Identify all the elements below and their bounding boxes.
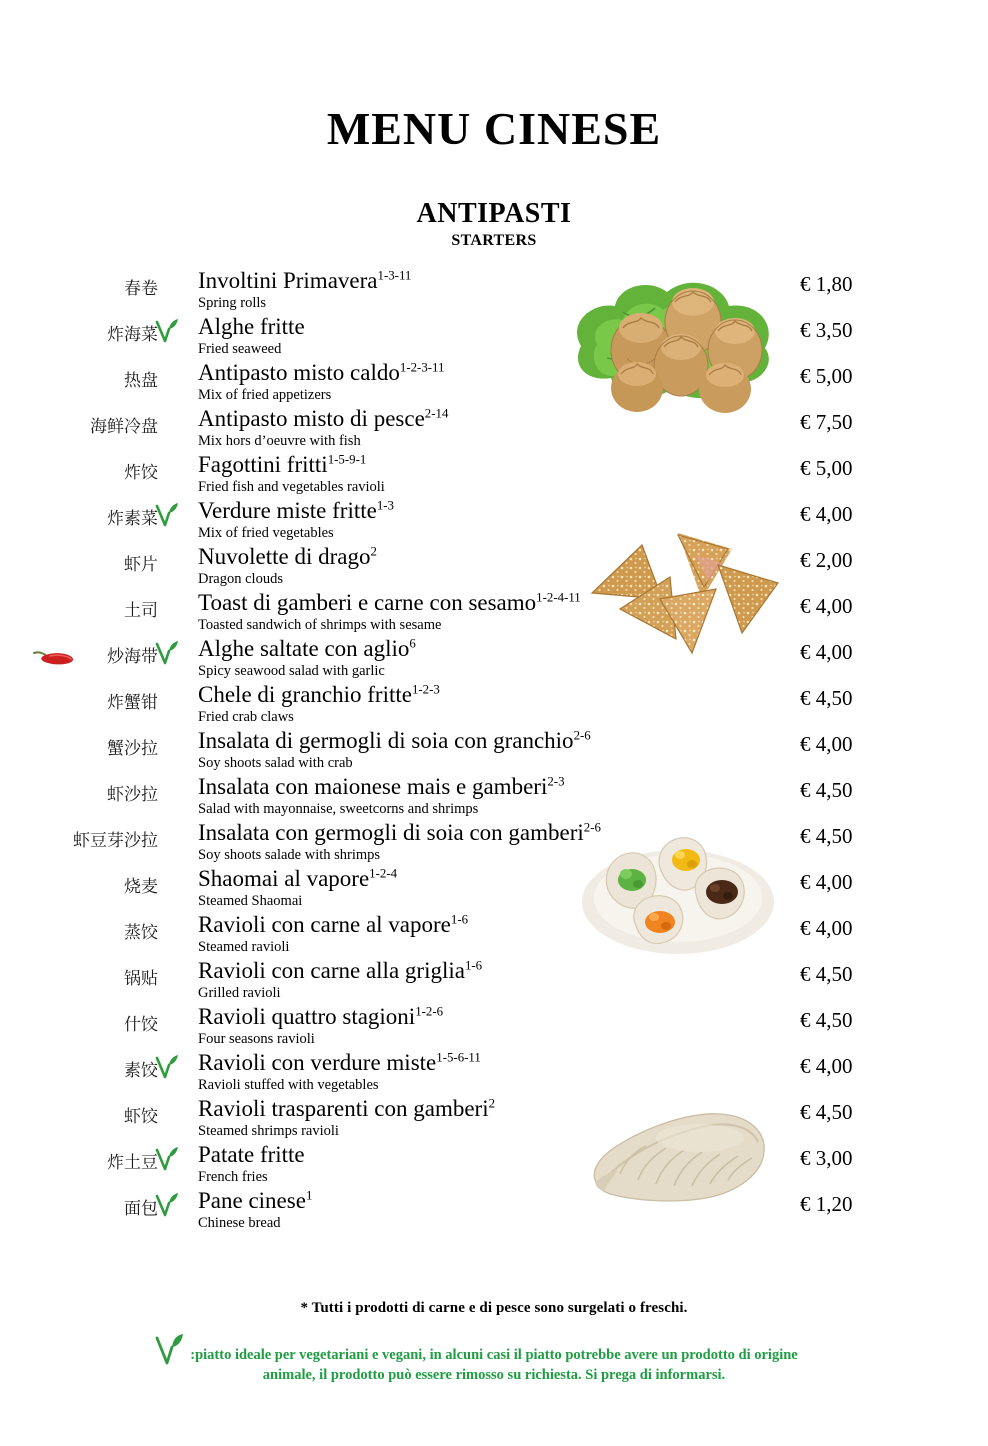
item-name: Fagottini fritti$^{1-5-9-1}$ bbox=[198, 452, 367, 477]
item-text-block bbox=[198, 406, 798, 450]
vegetarian-leaf-icon bbox=[152, 638, 182, 668]
item-description: Soy shoots salade with shrimps bbox=[198, 847, 381, 863]
item-price: € 4,00 bbox=[800, 594, 853, 618]
menu-item-row bbox=[0, 636, 988, 682]
item-price: € 4,00 bbox=[800, 870, 853, 894]
item-allergens: 1-5-9-1 bbox=[327, 452, 367, 467]
menu-item-row bbox=[0, 314, 988, 360]
item-text-block bbox=[198, 498, 798, 542]
item-allergens: 2 bbox=[370, 544, 377, 559]
item-chinese-name: 炸土豆 bbox=[107, 1153, 158, 1173]
item-price: € 3,50 bbox=[800, 318, 853, 342]
item-chinese-name: 春卷 bbox=[124, 279, 158, 299]
item-price: € 4,00 bbox=[800, 916, 853, 940]
item-description: French fries bbox=[198, 1169, 268, 1185]
footer-vegetarian-text bbox=[144, 1331, 844, 1385]
item-allergens: 1-3 bbox=[376, 498, 394, 513]
item-name: Insalata con maionese mais e gamberi$^{2-3}$ bbox=[198, 774, 565, 799]
item-description: Mix of fried vegetables bbox=[198, 525, 334, 541]
item-price: € 4,00 bbox=[800, 640, 853, 664]
item-chinese-name: 素饺 bbox=[124, 1061, 158, 1081]
menu-item-row bbox=[0, 1096, 988, 1142]
item-name: Antipasto misto di pesce$^{2-14}$ bbox=[198, 406, 449, 431]
item-description: Salad with mayonnaise, sweetcorns and shrimps bbox=[198, 801, 479, 817]
footer bbox=[0, 1300, 988, 1385]
menu-item-row bbox=[0, 1004, 988, 1050]
item-name: Verdure miste fritte$^{1-3}$ bbox=[198, 498, 394, 523]
item-chinese-name: 虾豆芽沙拉 bbox=[73, 831, 158, 851]
item-name: Alghe saltate con aglio$^6$ bbox=[198, 636, 416, 661]
item-price: € 4,50 bbox=[800, 778, 853, 802]
footer-vegetarian-legend bbox=[0, 1331, 988, 1385]
footer-vegetarian-line-2: animale, il prodotto può essere rimosso su richiesta. Si prega di informarsi. bbox=[262, 1367, 726, 1383]
item-allergens: 2 bbox=[488, 1096, 496, 1111]
item-text-block bbox=[198, 636, 798, 680]
item-description: Steamed shrimps ravioli bbox=[198, 1123, 339, 1139]
menu-item-row bbox=[0, 682, 988, 728]
item-name: Ravioli con verdure miste$^{1-5-6-11}$ bbox=[198, 1050, 481, 1075]
page-title: MENU CINESE bbox=[326, 103, 662, 154]
item-price: € 5,00 bbox=[800, 364, 853, 388]
item-chinese-name: 热盘 bbox=[124, 371, 158, 391]
menu-item-row bbox=[0, 958, 988, 1004]
vegetarian-leaf-icon bbox=[152, 500, 182, 530]
item-price: € 4,50 bbox=[800, 962, 853, 986]
item-text-block bbox=[198, 866, 798, 910]
item-allergens: 1-5-6-11 bbox=[436, 1050, 481, 1065]
menu-item-row bbox=[0, 406, 988, 452]
item-text-block bbox=[198, 1050, 798, 1094]
item-allergens: 1-2-3-11 bbox=[399, 360, 445, 375]
item-allergens: 1-2-4 bbox=[369, 866, 398, 881]
item-name: Antipasto misto caldo$^{1-2-3-11}$ bbox=[198, 360, 445, 385]
item-allergens: 2-6 bbox=[583, 820, 601, 835]
item-chinese-name: 虾饺 bbox=[124, 1107, 158, 1127]
item-description: Dragon clouds bbox=[198, 571, 283, 587]
item-price: € 4,00 bbox=[800, 1054, 853, 1078]
item-name: Ravioli con carne al vapore$^{1-6}$ bbox=[198, 912, 469, 937]
item-price: € 4,50 bbox=[800, 686, 853, 710]
item-price: € 4,00 bbox=[800, 732, 853, 756]
item-description: Steamed ravioli bbox=[198, 939, 290, 955]
vegetarian-leaf-icon bbox=[152, 1144, 182, 1174]
item-description: Spring rolls bbox=[198, 295, 267, 311]
item-chinese-name: 什饺 bbox=[124, 1015, 158, 1035]
item-price: € 1,20 bbox=[800, 1192, 853, 1216]
item-text-block bbox=[198, 820, 798, 864]
menu-item-row bbox=[0, 360, 988, 406]
item-allergens: 2-14 bbox=[424, 406, 449, 421]
item-chinese-name: 蒸饺 bbox=[124, 923, 158, 943]
item-text-block bbox=[198, 958, 798, 1002]
menu-items-list bbox=[0, 268, 988, 1234]
menu-item-row bbox=[0, 1188, 988, 1234]
item-price: € 4,50 bbox=[800, 824, 853, 848]
menu-item-row bbox=[0, 544, 988, 590]
menu-item-row bbox=[0, 268, 988, 314]
item-allergens: 1-6 bbox=[464, 958, 483, 973]
item-allergens: 1-2-4-11 bbox=[536, 590, 581, 605]
item-description: Mix hors d’oeuvre with fish bbox=[198, 433, 361, 449]
item-description: Fried crab claws bbox=[198, 709, 294, 725]
item-description: Steamed Shaomai bbox=[198, 893, 303, 909]
item-description: Chinese bread bbox=[198, 1215, 281, 1231]
item-name: Involtini Primavera$^{1-3-11}$ bbox=[198, 268, 412, 293]
item-name: Insalata di germogli di soia con granchio$^{2-6}$ bbox=[198, 728, 591, 753]
item-price: € 2,00 bbox=[800, 548, 853, 572]
item-price: € 5,00 bbox=[800, 456, 853, 480]
item-text-block bbox=[198, 1004, 798, 1048]
item-chinese-name: 面包 bbox=[124, 1199, 158, 1219]
item-text-block bbox=[198, 774, 798, 818]
item-name: Alghe fritte bbox=[198, 314, 305, 339]
item-description: Fried fish and vegetables ravioli bbox=[198, 479, 385, 495]
item-chinese-name: 土司 bbox=[124, 601, 158, 621]
item-name: Ravioli con carne alla griglia$^{1-6}$ bbox=[198, 958, 483, 983]
item-chinese-name: 炸海菜 bbox=[107, 325, 158, 345]
footer-vegetarian-line-1: :piatto ideale per vegetariani e vegani, in alcuni casi il piatto potrebbe avere un prodotto di origine bbox=[190, 1347, 798, 1363]
item-text-block bbox=[198, 452, 798, 496]
item-text-block bbox=[198, 268, 798, 312]
item-allergens: 1-6 bbox=[450, 912, 469, 927]
item-description: Grilled ravioli bbox=[198, 985, 281, 1001]
item-chinese-name: 炒海带 bbox=[107, 647, 158, 667]
item-text-block bbox=[198, 544, 798, 588]
item-chinese-name: 炸蟹钳 bbox=[107, 693, 158, 713]
vegetarian-leaf-icon bbox=[152, 316, 182, 346]
item-description: Soy shoots salad with crab bbox=[198, 755, 353, 771]
item-text-block bbox=[198, 1096, 798, 1140]
item-text-block bbox=[198, 360, 798, 404]
item-allergens: 1-2-3 bbox=[411, 682, 440, 697]
item-chinese-name: 海鲜冷盘 bbox=[90, 417, 158, 437]
item-text-block bbox=[198, 1142, 798, 1186]
item-text-block bbox=[198, 314, 798, 358]
item-text-block bbox=[198, 682, 798, 726]
item-text-block bbox=[198, 590, 798, 634]
menu-item-row bbox=[0, 774, 988, 820]
item-description: Ravioli stuffed with vegetables bbox=[198, 1077, 379, 1093]
menu-item-row bbox=[0, 1142, 988, 1188]
item-price: € 7,50 bbox=[800, 410, 853, 434]
footer-frozen-note: * Tutti i prodotti di carne e di pesce sono surgelati o freschi. bbox=[300, 1300, 688, 1316]
item-description: Four seasons ravioli bbox=[198, 1031, 315, 1047]
item-allergens: 2-3 bbox=[547, 774, 565, 789]
vegetarian-leaf-icon bbox=[152, 1052, 182, 1082]
vegetarian-leaf-icon bbox=[152, 1331, 186, 1369]
item-name: Nuvolette di drago$^2$ bbox=[198, 544, 377, 569]
item-allergens: 1 bbox=[305, 1188, 313, 1203]
item-description: Mix of fried appetizers bbox=[198, 387, 332, 403]
item-chinese-name: 烧麦 bbox=[124, 877, 158, 897]
item-text-block bbox=[198, 1188, 798, 1232]
menu-item-row bbox=[0, 728, 988, 774]
item-name: Ravioli quattro stagioni$^{1-2-6}$ bbox=[198, 1004, 444, 1029]
menu-item-row bbox=[0, 820, 988, 866]
item-chinese-name: 炸饺 bbox=[124, 463, 158, 483]
item-name: Ravioli trasparenti con gamberi$^2$ bbox=[198, 1096, 496, 1121]
item-price: € 4,00 bbox=[800, 502, 853, 526]
menu-item-row bbox=[0, 590, 988, 636]
item-name: Insalata con germogli di soia con gamberi$^{2-6}$ bbox=[198, 820, 601, 845]
item-allergens: 1-2-6 bbox=[415, 1004, 444, 1019]
menu-item-row bbox=[0, 452, 988, 498]
item-name: Pane cinese$^1$ bbox=[198, 1188, 313, 1213]
item-chinese-name: 炸素菜 bbox=[107, 509, 158, 529]
menu-item-row bbox=[0, 866, 988, 912]
item-name: Chele di granchio fritte$^{1-2-3}$ bbox=[198, 682, 440, 707]
item-allergens: 2-6 bbox=[573, 728, 591, 743]
item-description: Fried seaweed bbox=[198, 341, 282, 357]
item-description: Spicy seawood salad with garlic bbox=[198, 663, 385, 679]
vegetarian-leaf-icon bbox=[152, 1190, 182, 1220]
item-price: € 1,80 bbox=[800, 272, 853, 296]
item-description: Toasted sandwich of shrimps with sesame bbox=[198, 617, 442, 633]
item-text-block bbox=[198, 912, 798, 956]
item-name: Shaomai al vapore$^{1-2-4}$ bbox=[198, 866, 398, 891]
item-text-block bbox=[198, 728, 798, 772]
item-chinese-name: 蟹沙拉 bbox=[107, 739, 158, 759]
item-chinese-name: 虾沙拉 bbox=[107, 785, 158, 805]
section-subtitle: STARTERS bbox=[451, 232, 537, 249]
menu-item-row bbox=[0, 912, 988, 958]
item-price: € 3,00 bbox=[800, 1146, 853, 1170]
menu-item-row bbox=[0, 498, 988, 544]
item-price: € 4,50 bbox=[800, 1100, 853, 1124]
item-name: Patate fritte bbox=[198, 1142, 305, 1167]
item-allergens: 1-3-11 bbox=[377, 268, 412, 283]
item-chinese-name: 锅贴 bbox=[124, 969, 158, 989]
item-price: € 4,50 bbox=[800, 1008, 853, 1032]
item-chinese-name: 虾片 bbox=[124, 555, 158, 575]
section-title: ANTIPASTI bbox=[416, 198, 572, 229]
item-allergens: 6 bbox=[409, 636, 416, 651]
item-name: Toast di gamberi e carne con sesamo$^{1-2-4-11}$ bbox=[198, 590, 581, 615]
menu-item-row bbox=[0, 1050, 988, 1096]
